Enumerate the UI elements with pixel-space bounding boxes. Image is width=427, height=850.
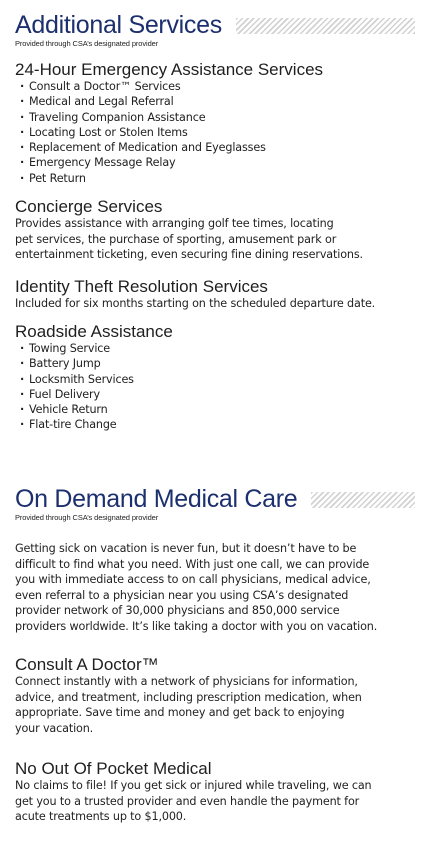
text-line: even referral to a physician near you using CSA’s designated [15, 588, 349, 602]
emergency-assistance-section [15, 60, 415, 186]
additional-services-subtitle: Provided through CSA’s designated provider [15, 39, 159, 48]
list-item: · Emergency Message Relay [15, 155, 415, 170]
text-line: Getting sick on vacation is never fun, but it doesn’t have to be [15, 542, 357, 555]
on-demand-subtitle: Provided through CSA’s designated provider [15, 513, 159, 522]
list-item: · Battery Jump [15, 356, 415, 371]
additional-services-title: Additional Services [15, 11, 222, 39]
text-line: pet services, the purchase of sporting, amusement park or [15, 232, 337, 246]
concierge-section [15, 197, 415, 263]
list-item: · Locksmith Services [15, 372, 415, 387]
list-item: · Pet Return [15, 171, 415, 186]
additional-services-title-row [15, 12, 415, 39]
identity-theft-heading: Identity Theft Resolution Services [15, 277, 268, 296]
emergency-assistance-list [15, 79, 415, 186]
text-line: Connect instantly with a network of physicians for information, [15, 675, 358, 688]
on-demand-header [15, 486, 415, 522]
no-out-of-pocket-text [15, 778, 415, 825]
emergency-assistance-heading: 24-Hour Emergency Assistance Services [15, 60, 324, 79]
no-out-of-pocket-heading: No Out Of Pocket Medical [15, 759, 212, 778]
list-item: · Towing Service [15, 341, 415, 356]
text-line: entertainment ticketing, even securing fine dining reservations. [15, 248, 363, 262]
text-line: your vacation. [15, 721, 94, 735]
identity-theft-text [15, 296, 415, 312]
text-line: appropriate. Save time and money and get back to enjoying [15, 706, 345, 720]
consult-doctor-section [15, 655, 415, 736]
list-item: · Consult a Doctor™ Services [15, 79, 415, 94]
text-line: advice, and treatment, including prescription medication, when [15, 690, 362, 704]
roadside-assistance-heading: Roadside Assistance [15, 322, 173, 341]
decorative-hatch-bar [236, 18, 415, 34]
list-item: · Vehicle Return [15, 402, 415, 417]
text-line: provider network of 30,000 physicians and 850,000 service [15, 604, 340, 618]
concierge-heading: Concierge Services [15, 197, 163, 216]
roadside-assistance-list [15, 341, 415, 433]
text-line: acute treatments up to $1,000. [15, 810, 187, 824]
identity-theft-section [15, 277, 415, 312]
additional-services-header [15, 12, 415, 48]
consult-doctor-text [15, 674, 415, 736]
list-item: · Medical and Legal Referral [15, 94, 415, 109]
no-out-of-pocket-section [15, 759, 415, 825]
on-demand-title: On Demand Medical Care [15, 485, 298, 513]
text-line: Included for six months starting on the scheduled departure date. [15, 297, 376, 310]
list-item: · Replacement of Medication and Eyeglasses [15, 140, 415, 155]
list-item: · Fuel Delivery [15, 387, 415, 402]
text-line: get you to a trusted provider and even handle the payment for [15, 794, 360, 808]
text-line: providers worldwide. It’s like taking a doctor with you on vacation. [15, 619, 378, 633]
concierge-text [15, 216, 415, 263]
text-line: you with immediate access to on call physicians, medical advice, [15, 573, 371, 587]
text-line: No claims to file! If you get sick or injured while traveling, we can [15, 779, 372, 792]
on-demand-intro [15, 541, 415, 635]
consult-doctor-heading: Consult A Doctor™ [15, 655, 159, 674]
on-demand-intro-text [15, 541, 415, 635]
list-item: · Flat-tire Change [15, 417, 415, 432]
roadside-assistance-section [15, 322, 415, 433]
text-line: Provides assistance with arranging golf tee times, locating [15, 217, 334, 230]
list-item: · Traveling Companion Assistance [15, 110, 415, 125]
decorative-hatch-bar [311, 492, 415, 508]
on-demand-title-row [15, 486, 415, 513]
list-item: · Locating Lost or Stolen Items [15, 125, 415, 140]
text-line: difficult to find what you need. With just one call, we can provide [15, 557, 370, 571]
